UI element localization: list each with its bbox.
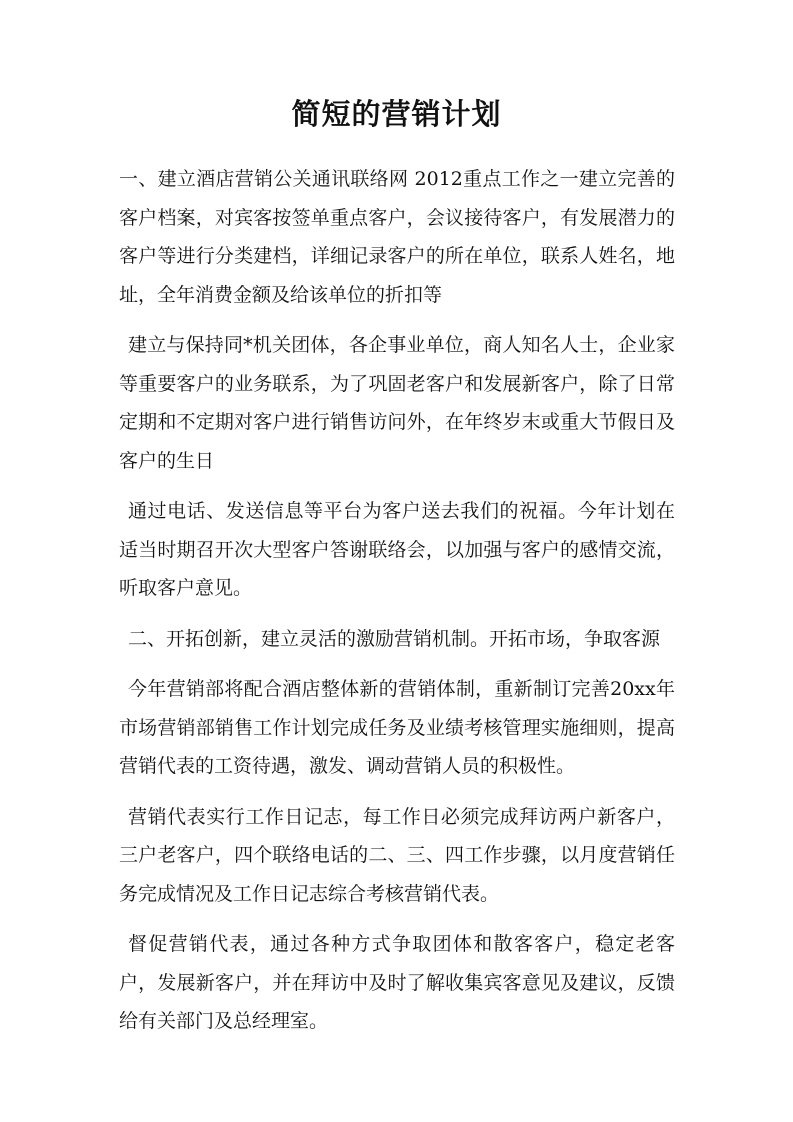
paragraph-7: 督促营销代表，通过各种方式争取团体和散客客户，稳定老客户，发展新客户，并在拜访中及时了解收集宾客意见及建议，反馈给有关部门及总经理室。 (119, 933, 675, 1032)
paragraph-2: 建立与保持同*机关团体，各企事业单位，商人知名人士，企业家等重要客户的业务联系，为了巩固老客户和发展新客户，除了日常定期和不定期对客户进行销售访问外，在年终岁末或重大节假日及客户的生日 (119, 334, 675, 472)
paragraph-3: 通过电话、发送信息等平台为客户送去我们的祝福。今年计划在适当时期召开次大型客户答谢联络会，以加强与客户的感情交流，听取客户意见。 (119, 500, 675, 599)
paragraph-5: 今年营销部将配合酒店整体新的营销体制，重新制订完善20xx年市场营销部销售工作计划完成任务及业绩考核管理实施细则，提高营销代表的工资待遇，激发、调动营销人员的积极性。 (119, 678, 675, 777)
paragraph-4: 二、开拓创新，建立灵活的激励营销机制。开拓市场，争取客源 (128, 627, 661, 650)
paragraph-1: 一、建立酒店营销公关通讯联络网 2012重点工作之一建立完善的客户档案，对宾客按签单重点客户，会议接待客户，有发展潜力的客户等进行分类建档，详细记录客户的所在单位，联系人姓名，地址，全年消费金额及给该单位的折扣等 (119, 168, 675, 306)
page-title: 简短的营销计划 (291, 97, 502, 131)
paragraph-6: 营销代表实行工作日记志，每工作日必须完成拜访两户新客户，三户老客户，四个联络电话的二、三、四工作步骤，以月度营销任务完成情况及工作日记志综合考核营销代表。 (119, 805, 675, 905)
document-body (119, 160, 675, 1053)
